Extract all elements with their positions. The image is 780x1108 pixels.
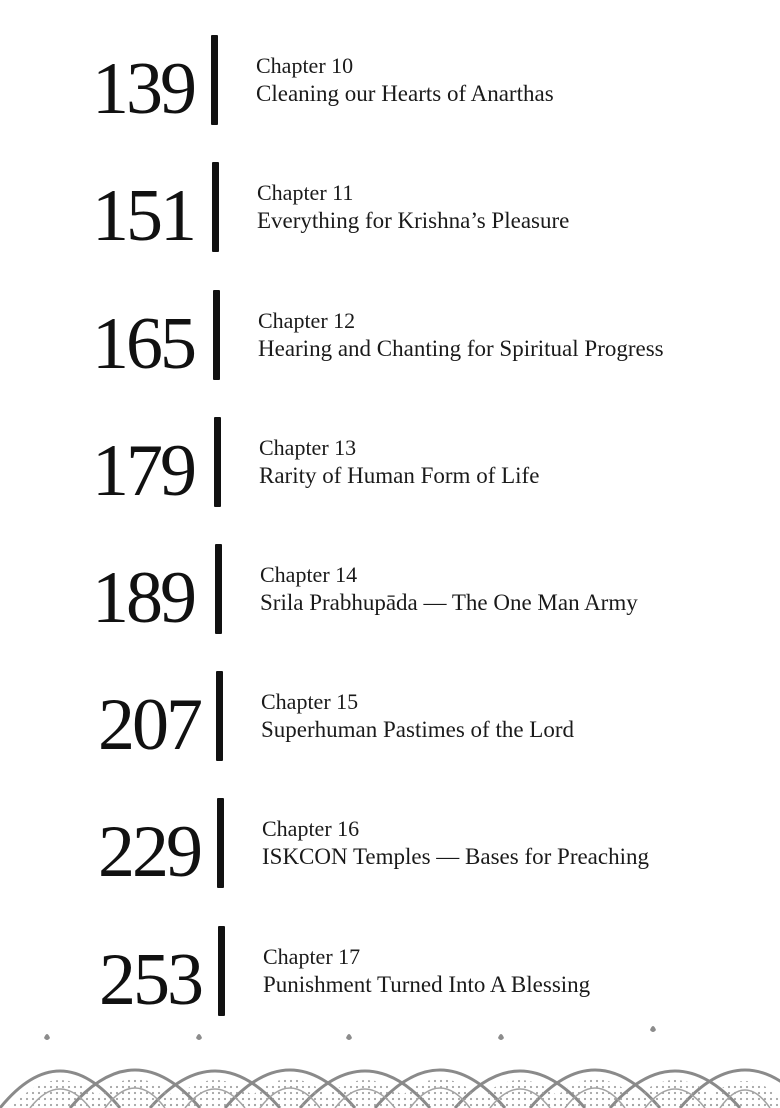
chapter-label: Chapter 13 — [259, 435, 357, 460]
chapter-title: Superhuman Pastimes of the Lord — [261, 717, 575, 742]
divider — [215, 544, 222, 634]
toc-entry — [0, 544, 780, 644]
chapter-label: Chapter 10 — [256, 53, 354, 78]
chapter-title: Rarity of Human Form of Life — [259, 463, 540, 488]
chapter-title: Hearing and Chanting for Spiritual Progress — [258, 336, 664, 361]
page-number: 139 — [92, 48, 194, 130]
divider — [216, 671, 223, 761]
toc-entry — [0, 35, 780, 135]
chapter-title: Srila Prabhupāda — The One Man Army — [260, 590, 638, 615]
page-number: 229 — [98, 811, 200, 893]
divider — [211, 35, 218, 125]
chapter-title: Cleaning our Hearts of Anarthas — [256, 81, 554, 106]
chapter-label: Chapter 11 — [257, 180, 354, 205]
page-number: 189 — [92, 557, 194, 639]
toc-entry — [0, 162, 780, 262]
divider — [218, 926, 225, 1016]
divider — [213, 290, 220, 380]
divider — [212, 162, 219, 252]
chapter-title: Punishment Turned Into A Blessing — [263, 972, 591, 997]
chapter-label: Chapter 14 — [260, 562, 358, 587]
toc-entry — [0, 798, 780, 898]
chapter-title: ISKCON Temples — Bases for Preaching — [262, 844, 649, 869]
page-number: 253 — [99, 939, 201, 1021]
toc-entry — [0, 290, 780, 390]
page-number: 179 — [92, 430, 194, 512]
chapter-label: Chapter 16 — [262, 816, 360, 841]
mandala-border-icon — [0, 1024, 780, 1108]
page-number: 165 — [92, 303, 194, 385]
page-number: 151 — [92, 175, 194, 257]
toc-entry — [0, 671, 780, 771]
page-number: 207 — [98, 684, 200, 766]
chapter-title: Everything for Krishna’s Pleasure — [257, 208, 570, 233]
chapter-label: Chapter 17 — [263, 944, 361, 969]
chapter-label: Chapter 15 — [261, 689, 359, 714]
chapter-label: Chapter 12 — [258, 308, 356, 333]
toc-entry — [0, 417, 780, 517]
toc-entry — [0, 926, 780, 1026]
divider — [214, 417, 221, 507]
divider — [217, 798, 224, 888]
